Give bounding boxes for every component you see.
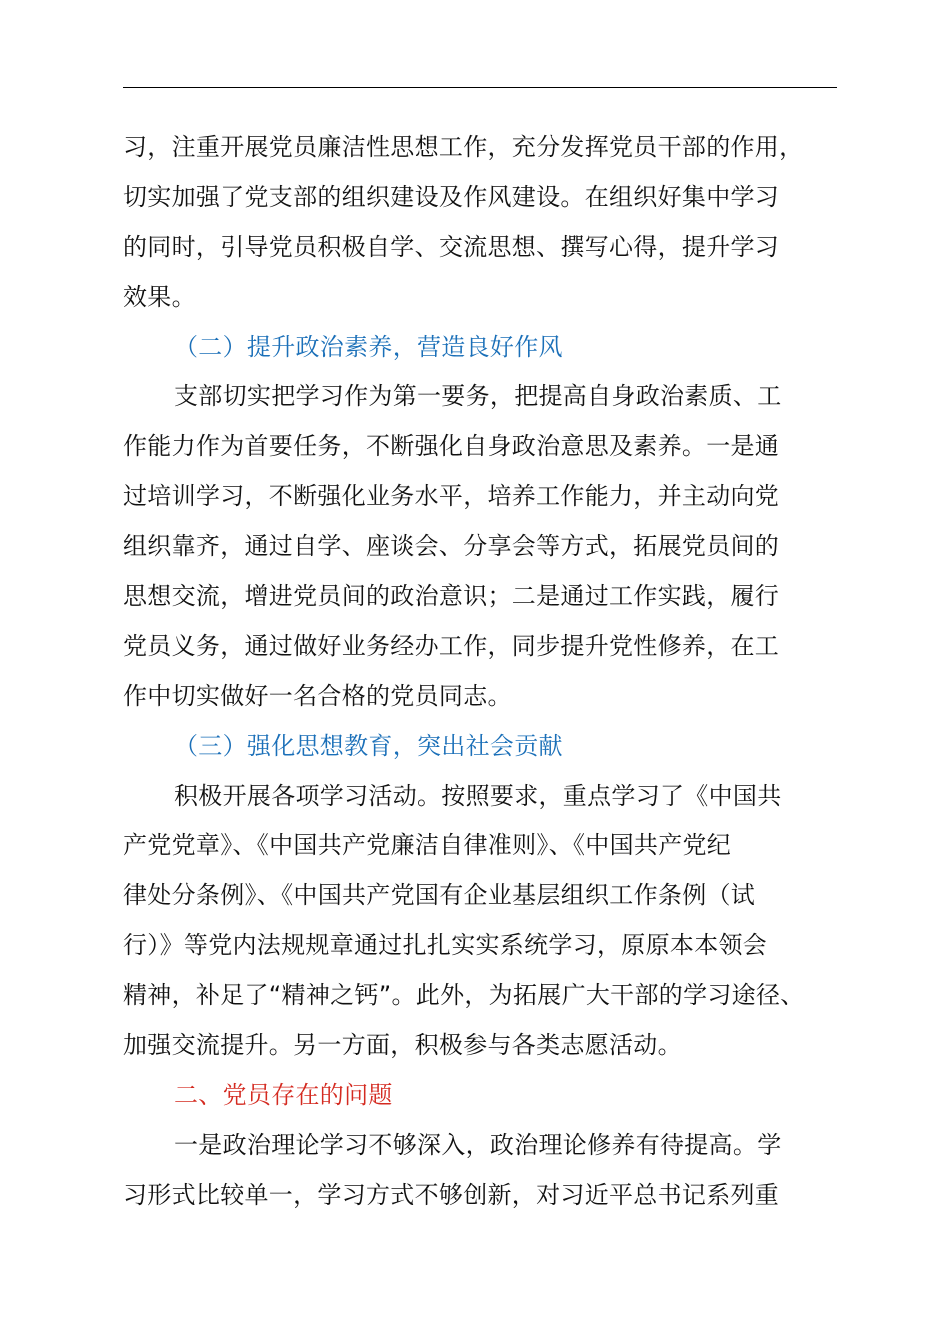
text-line: 切实加强了党支部的组织建设及作风建设。在组织好集中学习 — [123, 182, 780, 211]
text-line: 党员义务，通过做好业务经办工作，同步提升党性修养，在工 — [123, 631, 780, 660]
section-heading: （三）强化思想教育，突出社会贡献 — [174, 731, 563, 760]
text-line: 作能力作为首要任务，不断强化自身政治意思及素养。一是通 — [123, 432, 780, 461]
text-line: 过培训学习，不断强化业务水平，培养工作能力，并主动向党 — [123, 482, 780, 511]
text-line: 精神，补足了“精神之钙”。此外，为拓展广大干部的学习途径、 — [123, 981, 805, 1010]
text-line: 积极开展各项学习活动。按照要求，重点学习了《中国共 — [174, 781, 782, 810]
document-body — [123, 123, 863, 1221]
text-line: 一是政治理论学习不够深入，政治理论修养有待提高。学 — [174, 1130, 782, 1159]
header-rule — [123, 87, 837, 88]
text-line: 效果。 — [123, 282, 196, 311]
section-heading: （二）提升政治素养，营造良好作风 — [174, 332, 563, 361]
text-line: 的同时，引导党员积极自学、交流思想、撰写心得，提升学习 — [123, 232, 780, 261]
text-line: 支部切实把学习作为第一要务，把提高自身政治素质、工 — [174, 382, 782, 411]
text-line: 思想交流，增进党员间的政治意识；二是通过工作实践，履行 — [123, 582, 780, 611]
text-line: 产党党章》、《中国共产党廉洁自律准则》、《中国共产党纪 — [123, 831, 732, 860]
text-line: 行）》等党内法规规章通过扎扎实实系统学习，原原本本领会 — [123, 931, 768, 960]
text-line: 组织靠齐，通过自学、座谈会、分享会等方式，拓展党员间的 — [123, 532, 780, 561]
text-line: 加强交流提升。另一方面，积极参与各类志愿活动。 — [123, 1031, 682, 1060]
text-line: 律处分条例》、《中国共产党国有企业基层组织工作条例（试 — [123, 881, 756, 910]
text-line: 习，注重开展党员廉洁性思想工作，充分发挥党员干部的作用， — [123, 133, 804, 161]
text-line: 习形式比较单一，学习方式不够创新，对习近平总书记系列重 — [123, 1180, 780, 1209]
text-line: 作中切实做好一名合格的党员同志。 — [123, 681, 512, 710]
chapter-heading: 二、党员存在的问题 — [174, 1080, 393, 1109]
